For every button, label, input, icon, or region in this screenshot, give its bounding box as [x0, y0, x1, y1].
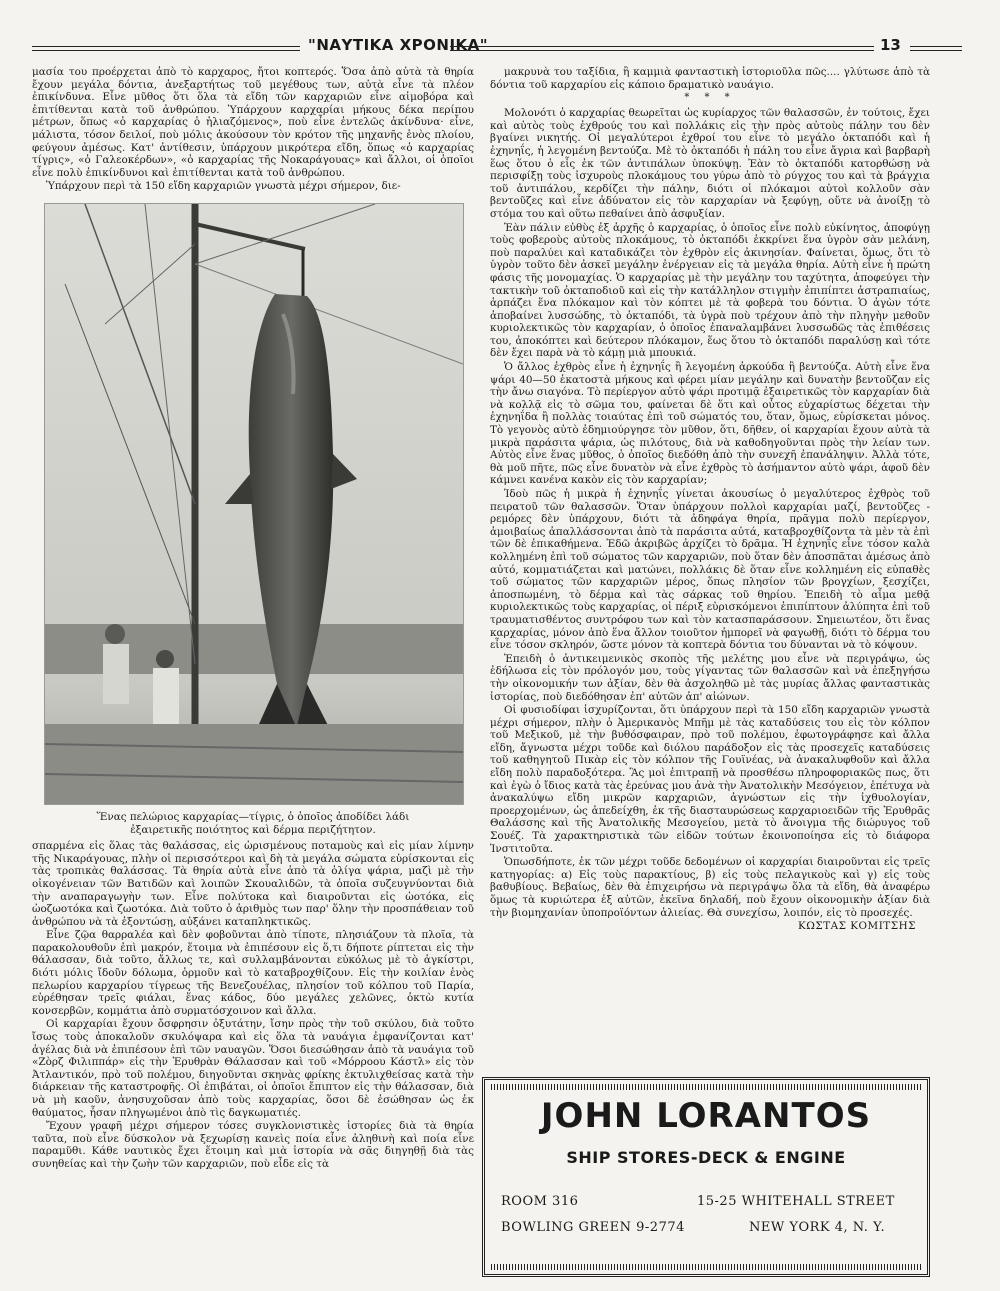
header-rule-left	[32, 46, 300, 51]
advertisement-box	[482, 1077, 930, 1277]
photo-caption	[44, 811, 462, 836]
shark-photo-illustration	[45, 204, 463, 804]
page-number: 13	[880, 36, 901, 54]
shark-photo-figure	[44, 203, 462, 836]
ad-room: ROOM 316	[501, 1194, 579, 1209]
article-paragraph: Ὁπωσδήποτε, ἐκ τῶν μέχρι τοῦδε δεδομένων οἱ καρχαρίαι διαιροῦνται εἰς τρεῖς κατηγορίας: α) Εἰς τοὺς παρακτίους, β) εἰς τοὺς πελαγικοὺς καὶ γ) εἰς τοὺς βαθυβίους. Βεβαίως, δὲν θὰ ἐπιχειρήσω νὰ περιγράψω ὅλα τὰ εἴδη, θὰ ἀναφέρω ὅμως τὰ κυριώτερα ἐξ αὐτῶν, ἐκεῖνα δηλαδή, ποὺ ἔχουν οἰκονομικὴν ἀξίαν διὰ τὴν βιομηχανίαν ὑποπροϊόντων ἁλιείας. Θὰ συνεχίσω, λοιπόν, εἰς τὸ προσεχές.	[490, 856, 930, 919]
hanging-shark-photo	[44, 203, 464, 805]
journal-title: "ΝΑΥΤΙΚΑ ΧΡΟΝΙΚΑ"	[308, 36, 489, 54]
article-paragraph: Ἰδοὺ πῶς ἡ μικρὰ ἡ ἐχηνηΐς γίνεται ἀκουσίως ὁ μεγαλύτερος ἐχθρὸς τοῦ πειρατοῦ τῶν θαλασσῶν. Ὅταν ὑπάρχουν πολλοὶ καρχαρίαι μαζί, βεντοῦζες - ρεμόρες δὲν ὑπάρχουν, διότι τὰ ἀδηφάγα θηρία, πρᾶγμα πολὺ περίεργον, ἀμοιβαίως ἀπαλλάσσονται ἀπὸ τὰ παράσιτα αὐτά, καταβροχθίζοντα τὰ μὲν τὰ ἐπὶ τῶν δὲ ἐπικαθήμενα. Ἐδῶ ἀκριβῶς ἀρχίζει τὸ δρᾶμα. Ἡ ἐχηνηΐς εἶνε τόσον καλὰ κολλημένη ἐπὶ τοῦ σώματος τῶν καρχαριῶν, ποὺ ὅταν δὲν ἀποσπᾶται ἀμέσως ἀπὸ αὐτό, κομματιάζεται καὶ ματώνει, πολλάκις δὲ ὅταν εἶνε κολλημένη εἰς εὐπαθὲς τοῦ σώματος τῶν καρχαριῶν μέρος, ὅπως πλησίον τῶν βρογχίων, ξεσχίζει, ἀποσπωμένη, τὸ δέρμα καὶ τὰς σάρκας τοῦ θηρίου. Ἐπειδὴ τὸ αἷμα μεθᾷ κυριολεκτικῶς τοὺς καρχαρίας, οἱ πέριξ εὑρισκόμενοι ἐπιπίπτουν ἀλύπητα ἐπὶ τοῦ τραυματισθέντος συντρόφου των καὶ τὸν κατασπαράσσουν. Σημειωτέον, ὅτι ἕνας καρχαρίας, μόνον ἀπὸ ἕνα ἄλλον τοιοῦτον ἠμπορεῖ νὰ φαγωθῇ, διότι τὸ δέρμα του εἶνε τόσον σκληρόν, ὥστε μόνον τὰ κοπτερὰ δόντια του δύνανται νὰ τὸ κόψουν.	[490, 488, 930, 652]
ad-border-stripes	[491, 1264, 921, 1270]
header-rule-middle	[450, 46, 874, 51]
article-paragraph: Ὁ ἄλλος ἐχθρὸς εἶνε ἡ ἐχηνηΐς ἢ λεγομένη ἀρκούδα ἢ βεντούζα. Αὐτὴ εἶνε ἕνα ψάρι 40—50 ἑκατοστὰ μήκους καὶ φέρει μίαν μεγάλην καὶ δυνατὴν βεντοῦζαν εἰς τὴν ἄνω σιαγόνα. Τὸ περίεργον αὐτὸ ψάρι προτιμᾷ ἐξαιρετικῶς τὸν καρχαρίαν διὰ νὰ κολλᾷ εἰς τὸ σῶμα του, φαίνεται δὲ ὅτι καὶ οὗτος εὐχαρίστως δέχεται τὴν ἐχηνηΐδα ἢ πολλὰς τοιαύτας ἐπὶ τοῦ σώματός του, ὅταν, ὅμως, εὑρίσκεται μόνος. Τὸ γεγονὸς αὐτὸ ἐδημιούργησε τὸν μῦθον, ὅτι, δῆθεν, οἱ καρχαρίαι ἔχουν αὐτὰ τὰ μικρὰ παράσιτα ψάρια, ὡς πιλότους, διὰ νὰ καθοδηγοῦνται πρὸς τὴν λείαν των. Αὐτὸς εἶνε ἕνας μῦθος, ὁ ὁποῖος διεδόθη ἀπὸ τὴν συνεχῆ ἐπανάληψιν. Ἀλλὰ τότε, θὰ μοῦ πῆτε, πῶς εἶνε δυνατὸν νὰ εἶνε ἐχθρὸς τὸ ἀσήμαντον αὐτὸ ψάρι, ἀφοῦ δὲν κάμνει κανένα κακὸν εἰς τὸν καρχαρίαν;	[490, 361, 930, 487]
article-paragraph: Εἶνε ζῷα θαρραλέα καὶ δὲν φοβοῦνται ἀπὸ τίποτε, πλησιάζουν τὰ πλοῖα, τὰ παρακολουθοῦν ἐπὶ μακρόν, ἕτοιμα νὰ ἐπιπέσουν εἰς ὅ,τι δήποτε ρίπτεται εἰς τὴν θάλασσαν, διὰ τοῦτο, ἄλλως τε, καὶ συλλαμβάνονται εὐκόλως μὲ τὸ ἀγκίστρι, διότι μόλις ἴδοῦν δόλωμα, ὁρμοῦν καὶ τὸ καταβροχθίζουν. Εἰς τὴν κοιλίαν ἑνὸς πελωρίου καρχαρίου τίγρεως τῆς Βενεζουέλας, πλησίον τοῦ κόλπου τοῦ Παρία, εὑρέθησαν τρεῖς φιάλαι, ἕνας κάδος, δύο μεγάλες χελῶνες, ὀκτὼ κυτία κονσερβῶν, κομμάτια ἀπὸ συρματόσχοινον καὶ ἄλλα.	[32, 929, 474, 1017]
continued-paragraph: μακρυνὰ του ταξίδια, ἢ καμμιὰ φανταστικὴ ἱστοριοῦλα πῶς.... γλύτωσε ἀπὸ τὰ δόντια τοῦ καρχαρίου εἰς κάποιο δραματικὸ ναυάγιο.	[490, 66, 930, 91]
right-column	[490, 66, 930, 1074]
ad-border-stripes	[491, 1084, 921, 1090]
left-column	[32, 66, 474, 1256]
ad-phone: BOWLING GREEN 9-2774	[501, 1220, 685, 1235]
ad-tagline: SHIP STORES-DECK & ENGINE	[566, 1148, 846, 1167]
article-paragraph: μασία του προέρχεται ἀπὸ τὸ καρχαρος, ἤτοι κοπτερός. Ὅσα ἀπὸ αὐτὰ τὰ θηρία ἔχουν μεγάλα δόντια, ἀνεξαρτήτως τοῦ μεγέθους των, αὐτὰ εἶνε τὰ πλέον ἐπικίνδυνα. Εἶνε μῦθος ὅτι ὅλα τὰ εἴδη τῶν καρχαριῶν εἶνε αἱμοβόρα καὶ ἐπιτίθενται κατὰ τοῦ ἀνθρώπου. Ὑπάρχουν καρχαρίαι μήκους δέκα περίπου μέτρων, ὅπως «ὁ καρχαρίας ὁ ἡλιαζόμενος», ποὺ εἶνε ἐντελῶς ἀκίνδυνα· εἶνε, μάλιστα, τόσον δειλοί, ποὺ μόλις ἀκούσουν τὸν κρότον τῆς μηχανῆς ἑνὸς πλοίου, φεύγουν ἀμέσως. Κατ' ἀντίθεσιν, ὑπάρχουν μικρότερα εἴδη, ὅπως «ὁ καρχαρίας τίγρις», «ὁ Γαλεοκέρδων», «ὁ καρχαρίας τῆς Νοκαράγουας» καὶ ἄλλοι, οἱ ὁποῖοι εἶνε πολὺ ἐπικίνδυνοι καὶ ἐπιτίθενται κατὰ τοῦ ἀνθρώπου.	[32, 66, 474, 179]
article-paragraph: Ὑπάρχουν περὶ τὰ 150 εἴδη καρχαριῶν γνωστὰ μέχρι σήμερον, διε-	[46, 180, 401, 193]
article-paragraph: σπαρμένα εἰς ὅλας τὰς θαλάσσας, εἰς ὡρισμένους ποταμοὺς καὶ εἰς μίαν λίμνην τῆς Νικαράγουας, πλὴν οἱ περισσότεροι καὶ δὴ τὰ μεγάλα σώματα εὑρίσκονται εἰς τὰς τροπικὰς θαλάσσας. Τὰ θηρία αὐτὰ εἶνε ἀπὸ τὰ ὀλίγα ψάρια, μαζὶ μὲ τὴν οἰκογένειαν τῶν Βατιδῶν καὶ λοιπῶν Σκουαλιδῶν, τὰ ὁποῖα συζευγνύονται διὰ τὴν αναπαραγωγὴν των. Εἶνε πολύτοκα καὶ διαιροῦνται εἰς ὠοτόκα, εἰς ὠοζωοτόκα καὶ ζωοτόκα. Διὰ τοῦτο ὁ ἀριθμὸς των παρ' ὅλην τὴν προσπάθειαν τοῦ ἀνθρώπου νὰ τὰ ἐξοντώσῃ, αὐξάνει καταπληκτικῶς.	[32, 840, 474, 928]
article-paragraph: Ἐὰν πάλιν εὐθὺς ἐξ ἀρχῆς ὁ καρχαρίας, ὁ ὁποῖος εἶνε πολὺ εὐκίνητος, ἀποφύγῃ τοὺς φοβεροὺς αὐτοὺς πλοκάμους, τὸ ὀκταπόδι ἐκκρίνει ἕνα ὑγρὸν σὰν μελάνη, ποὺ παραλύει καὶ καταδικάζει τὸν ἐχθρὸν εἰς ἀκινησίαν. Φαίνεται, ὅμως, ὅτι τὸ ὑγρὸν τοῦτο δὲν ἀσκεῖ μεγάλην ἐνέργειαν εἰς τὰ μεγάλα θηρία. Αὐτὴ εἶνε ἡ πρώτη φάσις τῆς μονομαχίας. Ὁ καρχαρίας μὲ τὴν μεγάλην του ταχύτητα, ἀποφεύγει τὴν τακτικὴν τοῦ ὀκταποδιοῦ καὶ εἰς τὴν κατάλληλον στιγμὴν ἐπιπίπτει ἀστραπιαίως, ἁρπάζει ἕνα πλόκαμον καὶ τὸν κόπτει μὲ τὰ φοβερὰ του δόντια. Ὁ ἀγὼν τότε ἀποβαίνει λυσσώδης, τὸ ὀκταπόδι, τὰ ὑγρὰ ποὺ τρέχουν ἀπὸ τὴν πληγὴν μεθοῦν κυριολεκτικῶς τὸν καρχαρίαν, ὁ ὁποῖος ἐπαναλαμβάνει λυσσωδῶς τὰς ἐπιθέσεις του, ἀποκόπτει καὶ δεύτερον πλόκαμον, ἕως ὅτου τὸ ὀκταπόδι παραλύσῃ καὶ τότε δὲν ἔχει παρὰ νὰ τὸ κάμῃ μιὰ μπουκιά.	[490, 221, 930, 360]
author-signature: ΚΩΣΤΑΣ ΚΟΜΙΤΣΗΣ	[797, 920, 916, 933]
header-rule-right	[910, 46, 962, 51]
article-paragraph: Μολονότι ὁ καρχαρίας θεωρεῖται ὡς κυρίαρχος τῶν θαλασσῶν, ἐν τούτοις, ἔχει καὶ αὐτὸς τοὺς ἐχθρούς του καὶ πολλάκις εἰς τὴν πρὸς αὐτοὺς πάλην του δὲν βγαίνει νικητής. Οἱ μεγαλύτεροι ἐχθροί του εἶνε τὸ μεγάλο ὀκταπόδι καὶ ἡ ἐχηνηΐς, ἡ λεγομένη βεντούζα. Μὲ τὸ ὀκταπόδι ἡ πάλη του εἶνε ἄγρια καὶ βαρβαρὴ ἕως ὅτου ὁ εἷς ἐκ τῶν ἀντιπάλων ὑποκύψῃ. Ἐὰν τὸ ὀκταπόδι κατορθώσῃ νὰ περισφίξῃ τοὺς ἰσχυροὺς πλοκάμους του γύρω ἀπὸ τὸ ρύγχος του καὶ τὰ βράγχια τοῦ ἀντιπάλου, κερδίζει τὴν πάλην, διότι οἱ πλόκαμοι αὐτοὶ κολλοῦν σὰν βεντοῦζες καὶ εἶνε ἀδύνατον εἰς τὸν καρχαρίαν νὰ ξεφύγῃ, οὔτε νὰ ἀνοίξῃ τὸ στόμα του καὶ οὕτω πεθαίνει ἀπὸ ἀσφυξίαν.	[490, 107, 930, 220]
article-paragraph: Οἱ φυσιοδίφαι ἰσχυρίζονται, ὅτι ὑπάρχουν περὶ τὰ 150 εἴδη καρχαριῶν γνωστὰ μέχρι σήμερον, πλὴν ὁ Ἀμερικανὸς Μπῆμ μὲ τὰς καταδύσεις του εἰς τὸν κόλπον τοῦ Μεξικοῦ, μὲ τὴν βυθόσφαιραν, πρὸ τοῦ πολέμου, ἐφωτογράφησε καὶ ἄλλα εἴδη, ἄγνωστα μέχρι τοῦδε καὶ διόλου παράδοξον εἰς τὰς προσεχεῖς καταδύσεις τοῦ καθηγητοῦ Πικὰρ εἰς τὸν κόλπον τῆς Γουϊνέας, νὰ ἀνακαλυφθοῦν καὶ ἄλλα εἴδη πολὺ παραδοξότερα. Ἂς μοὶ ἐπιτραπῇ νὰ προσθέσω πληροφοριακῶς πως, ὅτι καὶ ἐγὼ ὁ ἴδιος κατὰ τὰς ἐρεύνας μου ἀνὰ τὴν Ἀνατολικὴν Μεσόγειον, ἐπέτυχα νὰ ἀνακαλύψω εἴδη μικρῶν καρχαριῶν, ἀγνώστων εἰς τὴν ἰχθυολογίαν, προερχομένων, ὡς ἀπεδείχθη, ἐκ τῆς διασταυρώσεως καρχαριοειδῶν τῆς Ἐρυθρᾶς Θαλάσσης καὶ τῆς Ἀνατολικῆς Μεσογείου, μετὰ τὸ ἄνοιγμα τῆς διώρυγος τοῦ Σουέζ. Τὰ χαρακτηριστικὰ τῶν εἰδῶν τούτων ἐκοινοποίησα εἰς τὸ διάφορα Ἰνστιτοῦτα.	[490, 704, 930, 855]
article-paragraph: Ἔχουν γραφῆ μέχρι σήμερον τόσες συγκλονιστικὲς ἱστορίες διὰ τὰ θηρία ταῦτα, ποὺ εἶνε δύσκολον νὰ ξεχωρίσῃ κανεὶς ποία εἶνε ἀληθινὴ καὶ ποία εἶνε παραμῦθι. Κάθε ναυτικὸς ἔχει ἕτοιμη καὶ μιὰ ἱστορία νὰ σᾶς διηγηθῇ διὰ τὰς συνηθείας καὶ τὴν ζωὴν τῶν καρχαριῶν, ποὺ εἶδε εἰς τὰ	[32, 1120, 474, 1170]
section-separator: * * *	[684, 92, 736, 104]
article-paragraph: Οἱ καρχαρίαι ἔχουν ὄσφρησιν ὀξυτάτην, ἴσην πρὸς τὴν τοῦ σκύλου, διὰ τοῦτο ἴσως τοὺς ἀποκαλοῦν σκυλόψαρα καὶ εἰς ὅλα τὰ ναυάγια ἐμφανίζονται κατ' ἀγέλας διὰ νὰ ἐπιπέσουν ἐπὶ τῶν ναυαγῶν. Ὅσοι διεσώθησαν ἀπὸ τὰ ναυάγια τοῦ «Ζὸρζ Φιλιππάρ» εἰς τὴν Ἐρυθρὰν Θάλασσαν καὶ τοῦ «Μόρρoου Κάστλ» εἰς τὸν Ἀτλαντικόν, πρὸ τοῦ πολέμου, διηγοῦνται σκηνὰς φρίκης ἐκτυλιχθείσας κατὰ τὴν διάρκειαν τῆς καταστροφῆς. Οἱ ἐπιβάται, οἱ ὁποῖοι ἔπιπτον εἰς τὴν θάλασσαν, διὰ νὰ μὴ καοῦν, ἀνησυχοῦσαν ἀπὸ τοὺς καρχαρίας, ὅσοι δὲ ἐσώθησαν ὡς ἐκ θαύματος, ἦσαν πληγωμένοι ἀπὸ τὶς δαγκωματιές.	[32, 1018, 474, 1119]
ad-city: NEW YORK 4, N. Y.	[749, 1220, 886, 1235]
caption-line: Ἕνας πελώριος καρχαρίας—τίγρις, ὁ ὁποῖος ἀποδίδει λάδι	[96, 810, 410, 823]
running-header	[32, 36, 962, 58]
caption-line: ἐξαιρετικῆς ποιότητος καὶ δέρμα περιζήτητον.	[130, 823, 376, 836]
ad-company-name: JOHN LORANTOS	[540, 1096, 872, 1136]
article-paragraph: Ἐπειδὴ ὁ ἀντικειμενικὸς σκοπὸς τῆς μελέτης μου εἶνε νὰ περιγράψω, ὡς ἐδήλωσα εἰς τὸν πρόλογόν μου, τοὺς γίγαντας τῶν θαλασσῶν καὶ νὰ ἐπεξηγήσω τὴν οἰκονομικήν των ἀξίαν, δὲν θὰ ἀσχοληθῶ μὲ τὰς μυρίας ἄλλας φανταστικὰς ἱστορίας, ποὺ διεδόθησαν ἐπ' αὐτῶν ἀπ' αἰώνων.	[490, 652, 930, 703]
ad-street-address: 15-25 WHITEHALL STREET	[697, 1194, 895, 1209]
